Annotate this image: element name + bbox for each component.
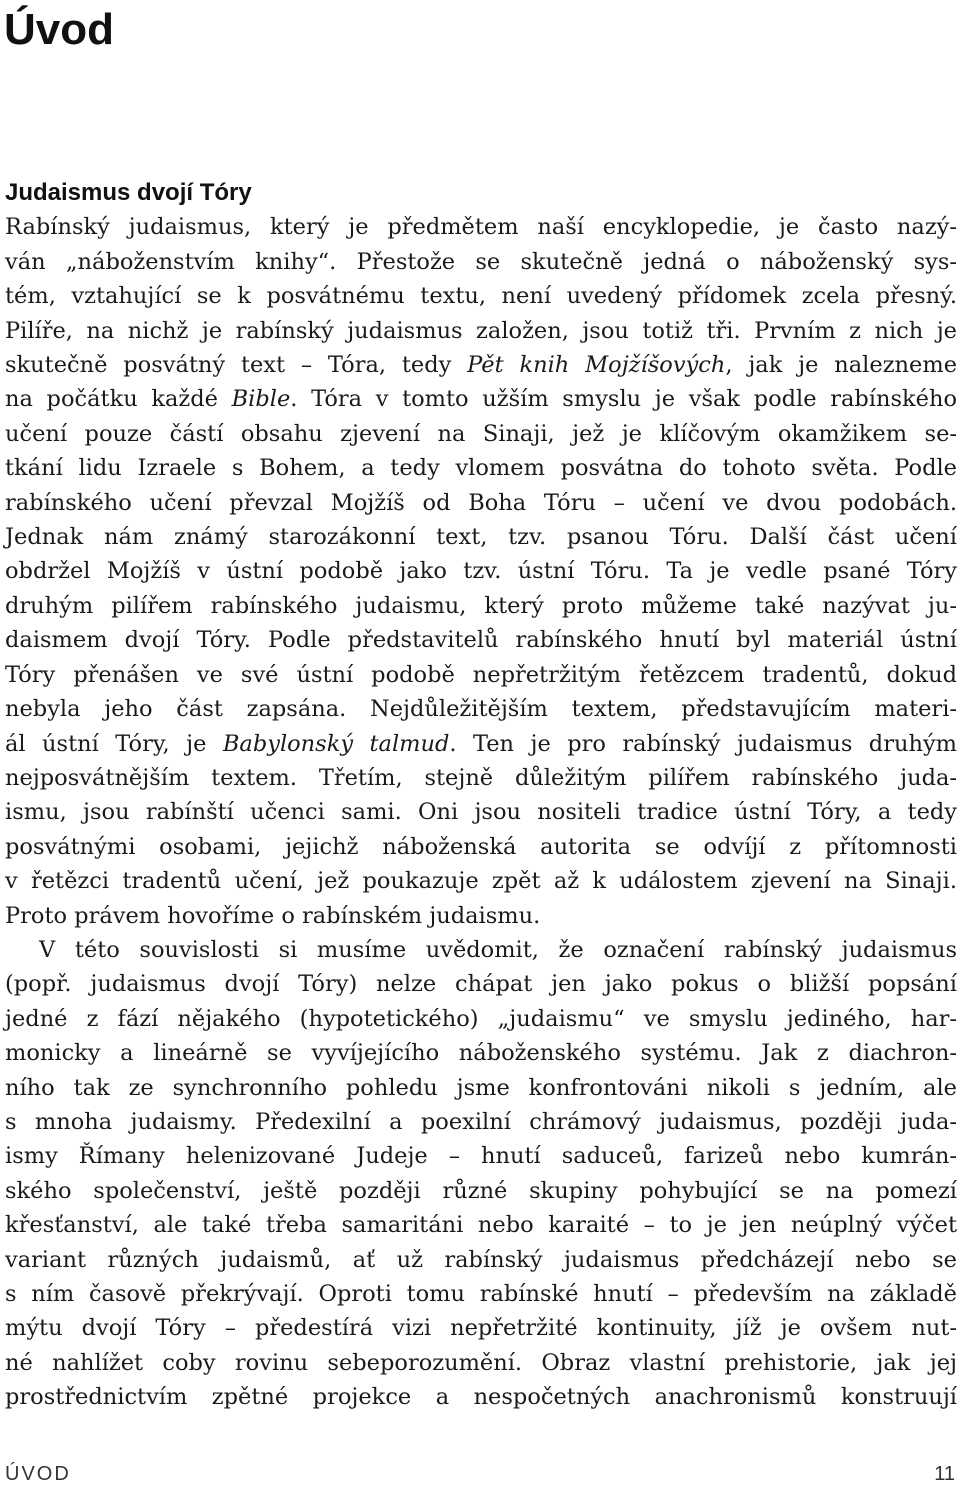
text-line: variant různých judaismů, ať už rabínský judaismus předcházejí nebo se [5, 1246, 957, 1273]
text-line: druhým pilířem rabínského judaismu, který proto můžeme také nazývat ju- [5, 592, 957, 619]
text-line: daismem dvojí Tóry. Podle představitelů rabínského hnutí byl materiál ústní [5, 627, 957, 654]
text-line: nejposvátnějším textem. Třetím, stejně důležitým pilířem rabínského juda- [5, 764, 957, 791]
italic-title: Bible [231, 386, 291, 413]
text-run: na počátku každé [5, 386, 232, 413]
page-title: Úvod [4, 5, 114, 54]
text-line: rabínského učení převzal Mojžíš od Boha Tóru – učení ve dvou podobách. [5, 489, 957, 516]
text-line: Rabínský judaismus, který je předmětem naší encyklopedie, je často nazý- [5, 214, 957, 241]
text-line: ského společenství, ještě později různé skupiny pohybující se na pomezí [5, 1177, 957, 1204]
text-line [5, 727, 957, 761]
text-line: tkání lidu Izraele s Bohem, a tedy vlomem posvátna do tohoto světa. Podle [5, 455, 957, 482]
text-line [5, 348, 957, 382]
text-line: s ním časově překrývají. Oproti tomu rabínské hnutí – především na základě [5, 1281, 957, 1307]
page-number: 11 [934, 1463, 955, 1485]
text-line: ismy Římany helenizované Judeje – hnutí saduceů, farizeů nebo kumrán- [5, 1143, 957, 1170]
text-line: ván „náboženstvím knihy“. Přestože se skutečně jedná o náboženský sys- [5, 248, 957, 275]
text-line: mýtu dvojí Tóry – předestírá vizi nepřetržité kontinuity, jíž je ovšem nut- [5, 1315, 957, 1342]
text-line: ního tak ze synchronního pohledu jsme konfrontováni nikoli s jedním, ale [5, 1074, 957, 1101]
text-line: posvátnými osobami, jejichž náboženská autorita se odvíjí z přítomnosti [5, 833, 957, 860]
text-line: jedné z fází nějakého (hypotetického) „judaismu“ ve smyslu jediného, har- [5, 1005, 957, 1032]
text-line: učení pouze částí obsahu zjevení na Sinaji, jež je klíčovým okamžikem se- [5, 420, 957, 447]
text-line: (popř. judaismus dvojí Tóry) nelze chápat jen jako pokus o bližší popsání [5, 971, 957, 998]
text-line: prostřednictvím zpětné projekce a nespočetných anachronismů konstruují [5, 1384, 957, 1411]
text-line: nebyla jeho část zapsána. Nejdůležitějším textem, představujícím materi- [5, 696, 957, 723]
text-line: Jednak nám známý starozákonní text, tzv. psanou Tóru. Další část učení [5, 524, 957, 551]
text-line: v řetězci tradentů učení, jež poukazuje zpět až k událostem zjevení na Sinaji. [5, 868, 957, 895]
text-line: Tóry přenášen ve své ústní podobě nepřetržitým řetězcem tradentů, dokud [5, 661, 957, 688]
section-heading: Judaismus dvojí Tóry [5, 179, 252, 206]
text-run: ál ústní Tóry, je [5, 730, 223, 757]
text-line: Proto právem hovoříme o rabínském judaismu. [5, 902, 541, 929]
text-line: ismu, jsou rabínští učenci sami. Oni jsou nositeli tradice ústní Tóry, a tedy [5, 799, 957, 826]
text-run: . Ten je pro rabínský judaismus druhým [449, 730, 957, 757]
text-run: . Tóra v tomto užším smyslu je však podle rabínského [290, 386, 957, 413]
text-run: skutečně posvátný text – Tóra, tedy [5, 352, 468, 379]
text-line: V této souvislosti si musíme uvědomit, že označení rabínský judaismus [39, 936, 957, 963]
text-line: monicky a lineárně se vyvíjejícího náboženského systému. Jak z diachron- [5, 1040, 957, 1067]
italic-title: Pět knih Mojžíšových [467, 352, 726, 379]
text-run: , jak je nalezneme [725, 352, 958, 379]
body-text [5, 176, 957, 1415]
text-line: obdržel Mojžíš v ústní podobě jako tzv. ústní Tóru. Ta je vedle psané Tóry [5, 558, 957, 585]
text-line: Pilíře, na nichž je rabínský judaismus založen, jsou totiž tři. Prvním z nich je [5, 317, 957, 344]
running-footer: ÚVOD [5, 1463, 71, 1485]
text-line [5, 382, 957, 416]
italic-title: Babylonský talmud [222, 730, 450, 757]
paragraph-lines [5, 210, 957, 1414]
text-line: tém, vztahující se k posvátnému textu, není uvedený přídomek zcela přesný. [5, 283, 957, 310]
text-line: né nahlížet coby rovinu sebeporozumění. Obraz vlastní prehistorie, jak jej [5, 1349, 957, 1376]
text-line: s mnoha judaismy. Předexilní a poexilní chrámový judaismus, později juda- [5, 1108, 957, 1135]
text-line: křesťanství, ale také třeba samaritáni nebo karaité – to je jen neúplný výčet [5, 1212, 957, 1239]
